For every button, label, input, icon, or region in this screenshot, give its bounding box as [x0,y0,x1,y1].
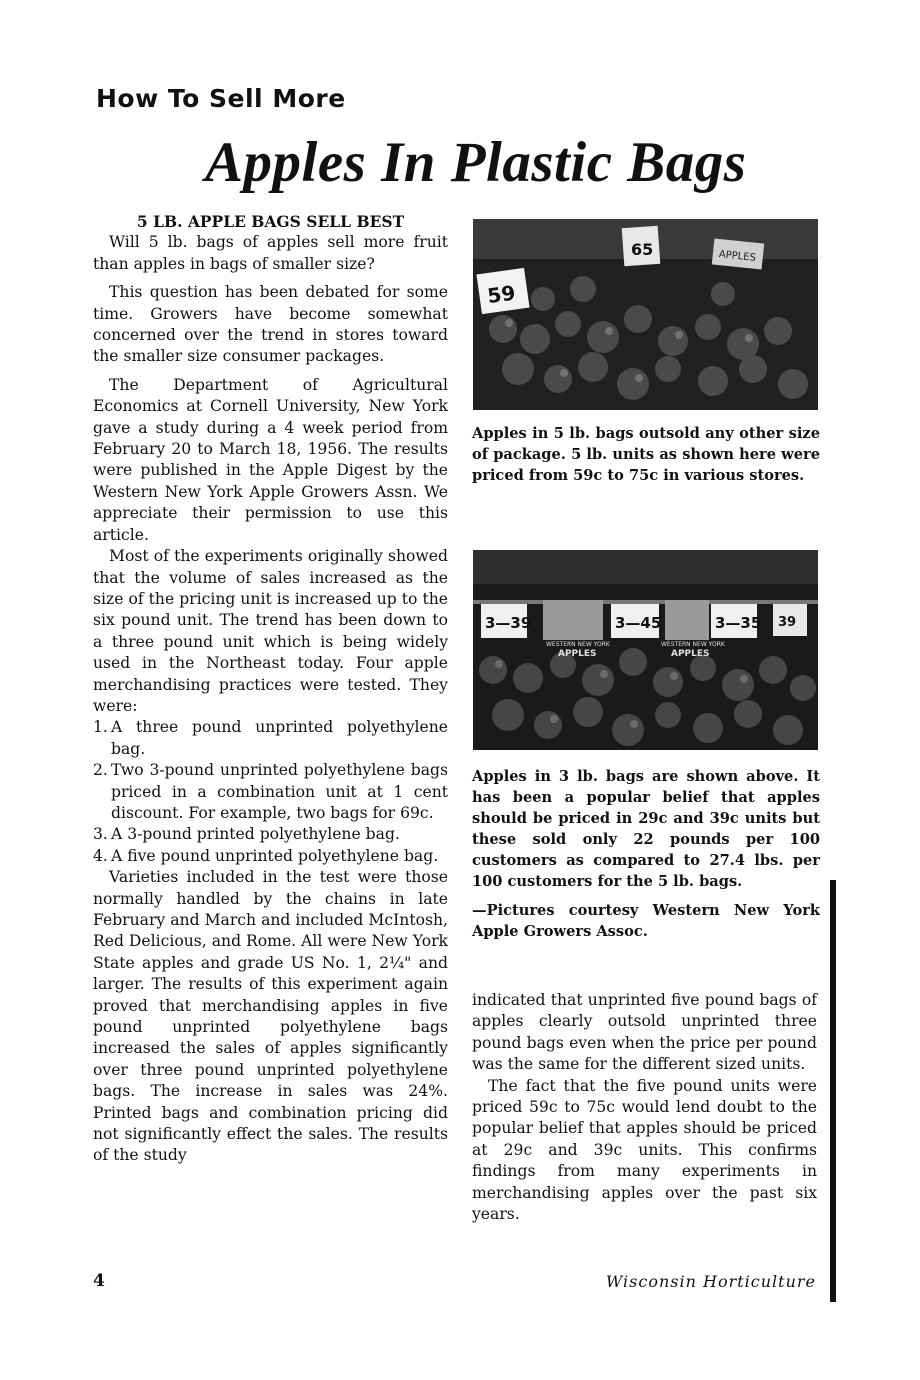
list-item [93,846,448,867]
column-rule [830,880,836,1302]
list-text: A three pound unprinted polyethylene bag. [111,718,448,758]
photo2-caption-text: Apples in 3 lb. bags are shown above. It has been a popular belief that apples should be priced in 29c and 39c units but these sold only 22 pounds per 100 customers as compared to 27.4 lbs. per 100 customers for the 5 lb. bags. [472,768,820,890]
list-number: 4. [93,846,108,865]
page-number: 4 [93,1271,105,1291]
practices-list [93,717,448,867]
price-tag-3-39: 3—39 [485,614,532,632]
photo1-caption-text: Apples in 5 lb. bags outsold any other size of package. 5 lb. units as shown here were priced from 59c to 75c in various stores. [472,425,820,484]
paragraph-results: indicated that unprinted five pound bags of apples clearly outsold unprinted three pound bags even when the price per pound was the same for the different sized units. [472,991,817,1074]
price-tag-59: 59 [485,280,517,309]
list-item [93,824,448,845]
publication-title: Wisconsin Horticulture [605,1272,816,1291]
list-text: Two 3-pound unprinted polyethylene bags priced in a combination unit at 1 cent discount. For example, two bags for 69c. [111,761,448,822]
sign-apples: APPLES [558,649,597,659]
paragraph-debate: This question has been debated for some time. Growers have become somewhat concerned over the trend in stores toward the smaller size consumer packages. [93,283,448,366]
photo-credit: —Pictures courtesy Western New York Apple Growers Assoc. [472,902,820,940]
list-text: A 3-pound printed polyethylene bag. [111,825,400,844]
right-column [472,990,817,1225]
list-item [93,760,448,824]
price-tag-65: 65 [631,240,654,259]
photo-three-pound-bags [473,550,818,750]
list-number: 1. [93,718,108,737]
sign-western-ny: WESTERN NEW YORK [546,641,610,648]
article-subhead: 5 LB. APPLE BAGS SELL BEST [136,212,405,231]
paragraph-varieties: Varieties included in the test were those normally handled by the chains in late February and March and included McIntosh, Red Delicious, and Rome. All were New York State apples and grade US No. 1, 2¼" and larger. The results of this experiment again proved that merchandising apples in five pound unprinted polyethylene bags increased the sales of apples significantly over three pound unprinted polyethylene bags. The increase in sales was 24%. Printed bags and combination pricing did not significantly effect the sales. The results of the study [93,868,448,1165]
list-number: 2. [93,761,108,780]
paragraph-cornell-study: The Department of Agricultural Economics at Cornell University, New York gave a study during a 4 week period from February 20 to March 18, 1956. The results were published in the Apple Digest by the Western New York Apple Growers Assn. We appreciate their permission to use this article. [93,375,448,544]
list-text: A five pound unprinted polyethylene bag. [111,846,439,865]
list-item [93,717,448,760]
paragraph-experiments: Most of the experiments originally showed that the volume of sales increased as the size of the pricing unit is increased up to the six pound unit. The trend has been down to a three pound unit which is being widely used in the Northeast today. Four apple merchandising practices were tested. They were: [93,547,448,715]
price-tag-3-35: 3—35 [715,614,762,632]
list-number: 3. [93,825,108,844]
photo1-caption [472,423,820,486]
price-tag-3-45: 3—45 [615,614,662,632]
article-headline: Apples In Plastic Bags [205,131,747,194]
price-tag-39: 39 [778,615,797,630]
sign-western-ny: WESTERN NEW YORK [661,641,725,648]
paragraph-conclusion: The fact that the five pound units were priced 59c to 75c would lend doubt to the popular belief that apples should be priced at 29c and 39c units. This confirms findings from many experiments in merchandising apples over the past six years. [472,1076,817,1224]
sign-apples: APPLES [671,649,710,659]
apple-display-photo [473,550,818,750]
paragraph-intro: Will 5 lb. bags of apples sell more fruit than apples in bags of smaller size? [93,233,448,273]
photo-five-pound-bags [473,219,818,410]
apple-display-photo [473,219,818,410]
article-kicker: How To Sell More [96,84,346,113]
apples-sign: APPLES [718,249,757,264]
left-column [93,211,448,1167]
photo2-caption [472,766,820,942]
